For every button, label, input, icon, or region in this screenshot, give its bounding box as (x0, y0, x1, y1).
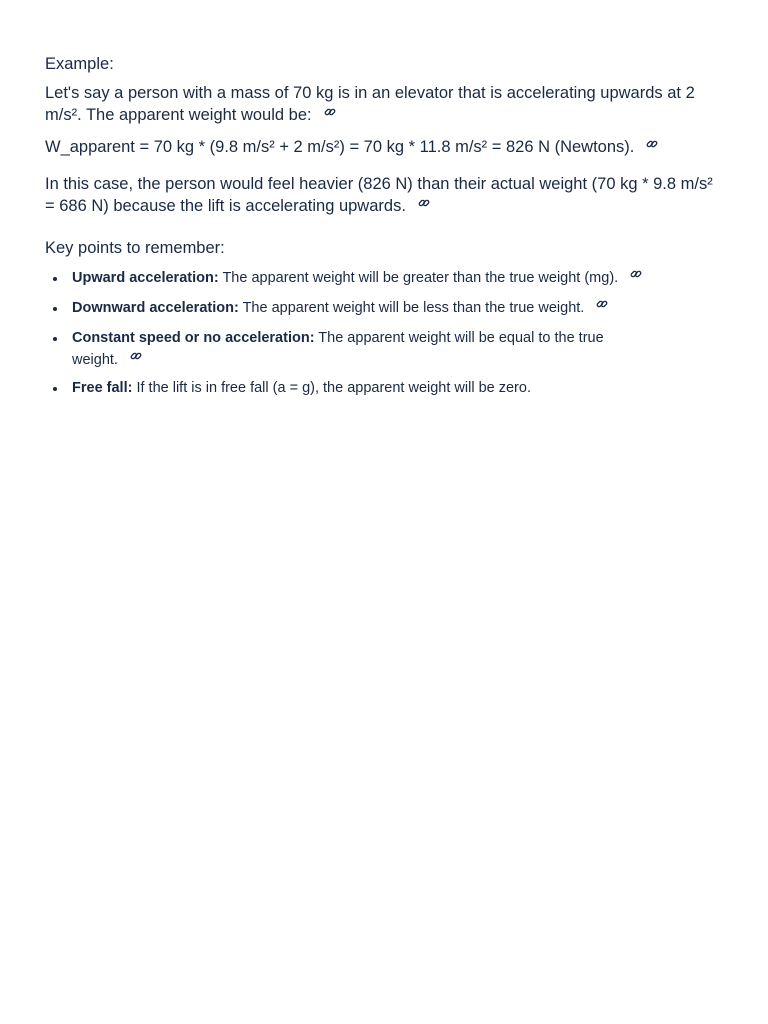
intro-text: Let's say a person with a mass of 70 kg is in an elevator that is accelerating upwards at 2 m/s². The apparent weight would be: (45, 84, 695, 124)
key-point-term: Downward acceleration: (72, 300, 239, 316)
formula-paragraph (45, 136, 725, 158)
explanation-paragraph (45, 173, 725, 217)
link-icon[interactable] (324, 106, 336, 118)
key-points-list (45, 267, 725, 399)
key-point-text: The apparent weight will be less than the true weight. (238, 300, 585, 316)
key-point-text: If the lift is in free fall (a = g), the apparent weight will be zero. (132, 380, 531, 396)
key-points-heading: Key points to remember: (45, 239, 225, 257)
intro-paragraph (45, 82, 725, 126)
key-point-text: The apparent weight will be greater than the true weight (mg). (218, 270, 619, 286)
explanation-text: In this case, the person would feel heavier (826 N) than their actual weight (70 kg * 9.8 m/s² = 686 N) because the lift is accelerating upwards. (45, 175, 713, 215)
bullet-icon (53, 307, 57, 311)
bullet-icon (53, 337, 57, 341)
link-icon[interactable] (130, 350, 142, 362)
key-point-term: Free fall: (72, 380, 133, 396)
list-item (45, 377, 725, 399)
key-point-term: Upward acceleration: (72, 270, 219, 286)
example-label: Example: (45, 55, 114, 73)
link-icon[interactable] (630, 268, 642, 280)
bullet-icon (53, 277, 57, 281)
list-item (45, 267, 725, 289)
link-icon[interactable] (596, 298, 608, 310)
formula-text: W_apparent = 70 kg * (9.8 m/s² + 2 m/s²) = 70 kg * 11.8 m/s² = 826 N (Newtons). (45, 138, 635, 156)
list-item (45, 297, 725, 319)
link-icon[interactable] (418, 197, 430, 209)
link-icon[interactable] (646, 138, 658, 150)
key-point-text: The apparent weight will be equal to the true weight. (72, 330, 604, 368)
list-item (45, 327, 652, 371)
answer-content (45, 53, 725, 407)
bullet-icon (53, 387, 57, 391)
key-point-term: Constant speed or no acceleration: (72, 330, 315, 346)
